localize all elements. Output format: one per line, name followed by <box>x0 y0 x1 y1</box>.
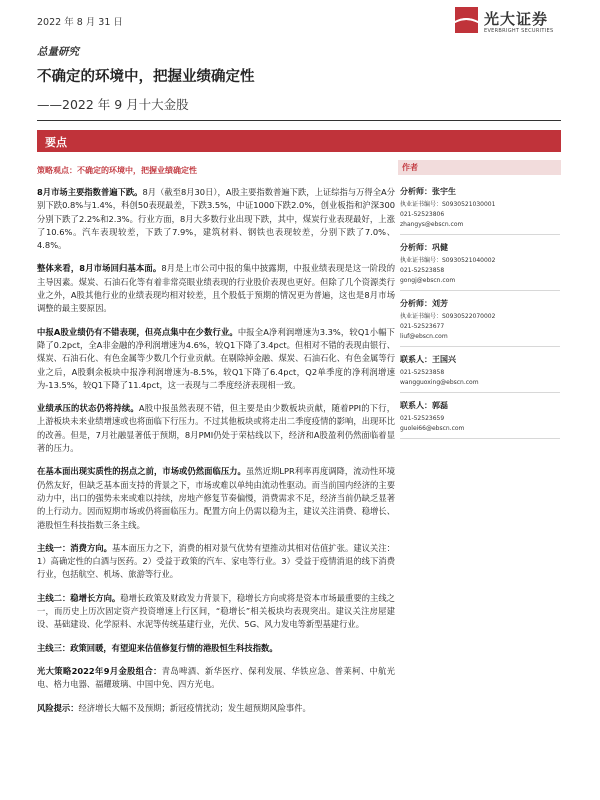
everbright-logo-icon <box>453 5 480 35</box>
paragraph <box>37 326 395 392</box>
paragraph-lead: 8月市场主要指数普遍下跌。 <box>37 187 143 197</box>
paragraph-body: A股中报虽然表现不错，但主要是由少数板块贡献，随着PPI的下行，上游板块未来业绩增速或也将面临下行压力。不过其他板块或将走出二季度疫情的影响，出现环比的改善。但是，7月社融显著低于预期，8月PMI仍处于荣枯线以下，经济和A股盈利仍然面临着显著的压力。 <box>37 403 395 454</box>
paragraph-lead: 风险提示： <box>37 702 79 713</box>
author-block <box>400 242 561 291</box>
paragraph <box>37 465 395 531</box>
author-contact-line: 021-52523806 <box>400 211 445 218</box>
brand-logo <box>453 5 573 39</box>
paragraph-body: 基本面压力之下，消费的相对景气优势有望推动其相对估值扩张。建议关注：1）高确定性的白酒与医药。2）受益于政策的汽车、家电等行业。3）受益于疫情消退的线下消费行业，包括航空、机场、旅游等行业。 <box>37 542 395 580</box>
paragraph-lead: 在基本面出现实质性的拐点之前，市场或仍然面临压力。 <box>37 466 246 477</box>
paragraph <box>37 702 395 715</box>
author-block <box>400 298 561 347</box>
author-divider <box>400 290 560 291</box>
paragraph-lead: 业绩承压的状态仍将持续。 <box>37 403 139 414</box>
sidebar-header-label: 作者 <box>402 163 418 172</box>
paragraph-body: 青岛啤酒、新华医疗、保利发展、华铁应急、普莱柯、中航光电、格力电器、福耀玻璃、中国中免、四方光电。 <box>37 665 395 690</box>
strategy-view: 策略观点：不确定的环境中，把握业绩确定性 <box>37 166 197 175</box>
report-date: 2022 年 8 月 31 日 <box>37 17 123 28</box>
author-block <box>400 400 561 439</box>
paragraph-lead: 光大策略2022年9月金股组合： <box>37 665 162 676</box>
author-divider <box>400 438 560 439</box>
paragraph <box>37 186 395 252</box>
paragraph <box>37 642 395 655</box>
report-category: 总量研究 <box>37 46 79 58</box>
author-contact-line: 021-52523677 <box>400 323 445 330</box>
author-name: 联系人：王国兴 <box>400 355 456 364</box>
author-block <box>400 354 561 393</box>
paragraph-body: 稳增长政策及财政发力背景下，稳增长方向或将是资本市场最重要的主线之一，而历史上历次固定资产投资增速上行区间，“稳增长”相关板块均表现突出。建议关注房屋建设、基础建设、化学原料、水泥等传统基建行业，光伏、5G、风力发电等新型基建行业。 <box>37 592 395 630</box>
report-title: 不确定的环境中，把握业绩确定性 <box>37 69 255 85</box>
author-divider <box>400 392 560 393</box>
paragraph-lead: 主线二：稳增长方向。 <box>37 592 121 603</box>
paragraph-list <box>37 186 395 715</box>
author-list <box>398 186 561 439</box>
author-contact-line: 执业证书编号：S0930521040002 <box>400 257 496 264</box>
paragraph-body: 经济增长大幅不及预期；新冠疫情扰动；发生超预期风险事件。 <box>78 702 311 713</box>
title-divider <box>37 120 561 121</box>
paragraph-body: 8月是上市公司中报的集中披露期，中报业绩表现是这一阶段的主导因素。煤炭、石油石化等有着非常亮眼业绩表现的行业股价表现也更好。但除了几个资源类行业之外，A股其他行业的业绩表现均相对较差，且个股低于预期的情况更为普遍，这也是8月市场调整的最主要原因。 <box>37 263 396 314</box>
author-divider <box>400 234 560 235</box>
author-sidebar <box>398 160 561 439</box>
paragraph-body: 8月（截至8月30日），A股主要指数普遍下跌，上证综指与万得全A分别下跌0.8%与1.4%，科创50表现最差，下跌3.5%，中证1000下跌2.0%，创业板指和沪深300分别下跌了2.2%和2.3%。行业方面，8月大多数行业出现下跌，其中，煤炭行业表现最好，上涨了10.6%。汽车表现较差，下跌了7.9%，建筑材料、钢铁也表现较差，分别下跌了7.0%、4.8%。 <box>37 187 395 251</box>
author-contact-line: 021-52523858 <box>400 267 445 274</box>
paragraph <box>37 542 395 582</box>
paragraph-body: 虽然近期LPR利率再度调降，流动性环境仍然友好，但缺乏基本面支持的背景之下，市场或难以单纯由流动性驱动。而当前国内经济的主要动力中，出口的强势未来或难以持续，房地产修复节奏偏慢，消费需求不足，经济当前仍缺乏显著的上行动力。因而短期市场或仍将面临压力。配置方向上仍需以稳为主，建议关注消费、稳增长、港股恒生科技指数三条主线。 <box>37 466 395 530</box>
report-subtitle: ——2022 年 9 月十大金股 <box>37 97 189 112</box>
author-name: 分析师：巩健 <box>400 243 448 252</box>
author-divider <box>400 346 560 347</box>
author-contact-line: 021-52523858 <box>400 369 445 376</box>
main-content <box>37 160 395 725</box>
paragraph <box>37 262 395 315</box>
paragraph-body: 中报全A净利润增速为3.3%，较Q1小幅下降了0.2pct，全A非金融的净利润增速为4.6%，较Q1下降了3.4pct。但相对不错的表现由银行、煤炭、石油石化、有色金属等少数几个行业贡献。在剔除掉金融、煤炭、石油石化、有色金属等行业之后，A股剩余板块中报净利润增速为-8.5%，较Q1下降了6.4pct，Q2单季度的净利润增速为-13.5%，较Q1下降了11.4pct，这一表现与二季度经济表现相一致。 <box>37 326 395 390</box>
author-contact-line: wangguoxing@ebscn.com <box>400 379 479 386</box>
brand-name-cn: 光大证券 <box>484 10 549 28</box>
author-name: 分析师：张宇生 <box>400 187 456 196</box>
author-contact-line: 执业证书编号：S0930522070002 <box>400 313 496 320</box>
paragraph <box>37 665 395 692</box>
author-block <box>400 186 561 235</box>
author-contact-line: liuf@ebscn.com <box>400 333 448 340</box>
author-name: 联系人：郭磊 <box>400 401 448 410</box>
sidebar-header <box>398 160 561 175</box>
paragraph-lead: 中报A股业绩仍有不错表现，但亮点集中在少数行业。 <box>37 326 238 337</box>
brand-name-en: EVERBRIGHT SECURITIES <box>484 28 554 34</box>
paragraph <box>37 592 395 632</box>
paragraph <box>37 402 395 455</box>
paragraph-lead: 整体来看，8月市场回归基本面。 <box>37 263 162 274</box>
author-contact-line: zhangys@ebscn.com <box>400 221 464 228</box>
author-contact-line: 021-52523659 <box>400 415 445 422</box>
paragraph-lead: 主线三：政策回暖，有望迎来估值修复行情的港股恒生科技指数。 <box>37 642 278 653</box>
author-contact-line: guolei66@ebscn.com <box>400 425 465 432</box>
author-contact-line: 执业证书编号：S0930521030001 <box>400 201 496 208</box>
paragraph-lead: 主线一：消费方向。 <box>37 542 112 553</box>
section-title: 要点 <box>45 136 67 149</box>
author-name: 分析师：刘芳 <box>400 299 448 308</box>
section-header-bar <box>37 130 561 152</box>
author-contact-line: gongj@ebscn.com <box>400 277 456 284</box>
